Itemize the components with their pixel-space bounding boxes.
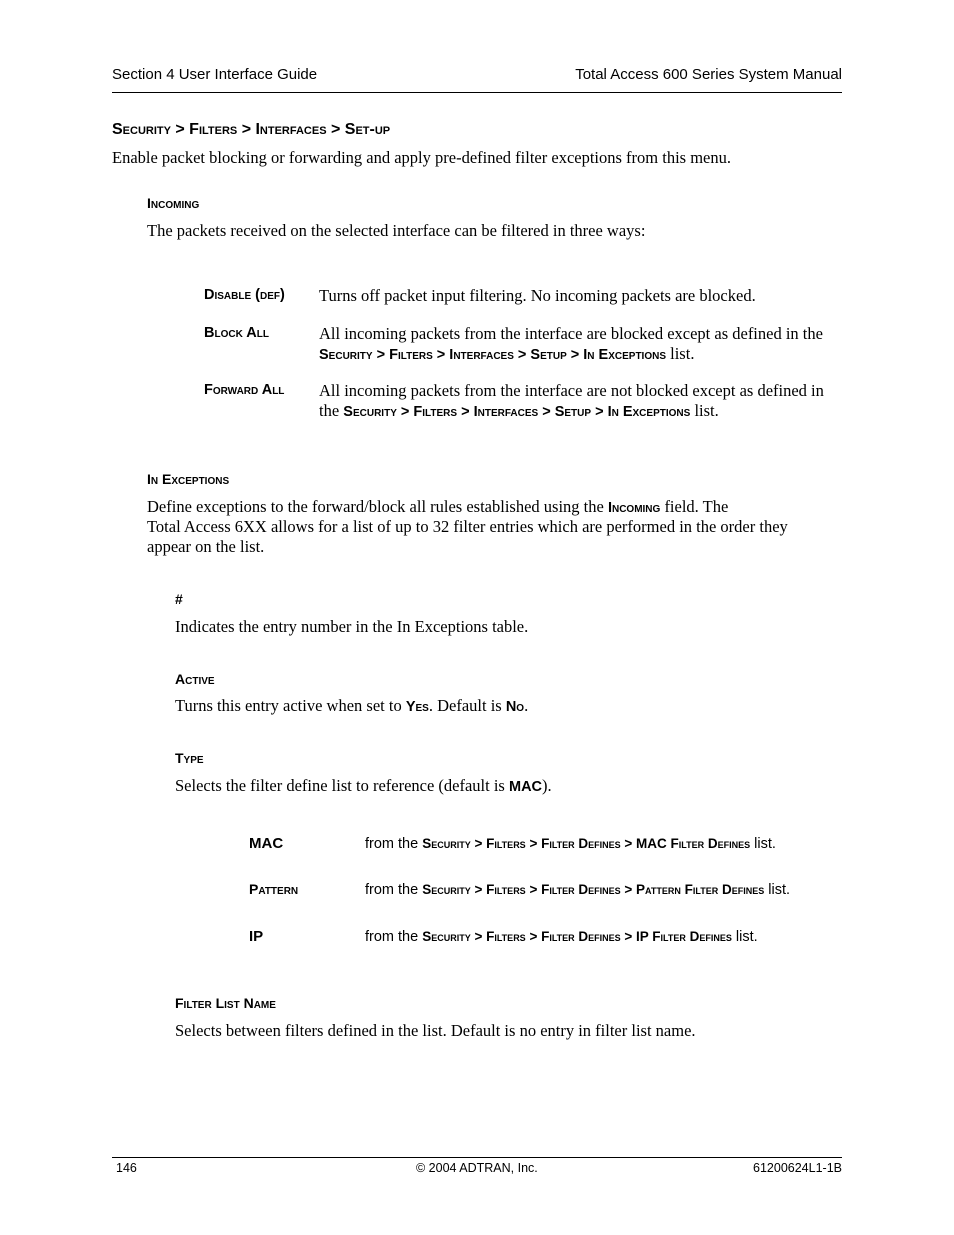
section-title: Security > Filters > Interfaces > Set-up	[112, 121, 391, 138]
option-label-disable: Disable (def)	[204, 287, 285, 303]
no-value: No	[505, 699, 525, 715]
option-desc-disable: Turns off packet input filtering. No incoming packets are blocked.	[319, 286, 756, 305]
type-desc-pattern: from the Security > Filters > Filter Defines > Pattern Filter Defines list.	[365, 882, 790, 898]
option-desc-forward-all: All incoming packets from the interface are not blocked except as defined in the Security > Filters > Interfaces > Setup > In Exceptions list.	[319, 381, 824, 420]
menu-path: Security > Filters > Interfaces > Setup > In Exceptions	[343, 404, 691, 420]
option-label-forward-all: Forward All	[204, 382, 285, 398]
header-manual-title: Total Access 600 Series System Manual	[575, 66, 842, 83]
header-section-label: Section 4 User Interface Guide	[112, 66, 318, 83]
header-rule	[112, 92, 842, 93]
in-exceptions-text-line1: Define exceptions to the forward/block all rules established using the Incoming field. The	[147, 497, 729, 516]
page-number: 146	[116, 1161, 137, 1175]
type-label-ip: IP	[249, 928, 264, 945]
document-number: 61200624L1-1B	[753, 1161, 842, 1175]
hash-heading: #	[175, 591, 183, 607]
mac-default: MAC	[508, 779, 543, 795]
active-text: Turns this entry active when set to Yes. Default is No.	[175, 696, 529, 715]
in-exceptions-text-line2: Total Access 6XX allows for a list of up to 32 filter entries which are performed in the order they appear on the list.	[147, 517, 788, 556]
hash-text: Indicates the entry number in the In Exceptions table.	[175, 617, 529, 636]
section-intro: Enable packet blocking or forwarding and apply pre-defined filter exceptions from this menu.	[112, 148, 731, 167]
active-heading: Active	[175, 671, 215, 687]
filter-list-name-heading: Filter List Name	[175, 995, 276, 1011]
option-label-block-all: Block All	[204, 325, 269, 341]
menu-path: Security > Filters > Interfaces > Setup > In Exceptions	[319, 347, 667, 363]
option-desc-block-all: All incoming packets from the interface are blocked except as defined in the Security > Filters > Interfaces > Setup > In Exceptions list.	[319, 324, 823, 363]
in-exceptions-heading: In Exceptions	[147, 471, 230, 487]
type-label-pattern: Pattern	[249, 881, 299, 897]
type-text: Selects the filter define list to reference (default is MAC).	[175, 776, 552, 795]
filter-list-name-text: Selects between filters defined in the list. Default is no entry in filter list name.	[175, 1021, 696, 1040]
incoming-heading: Incoming	[147, 195, 200, 211]
incoming-field-ref: Incoming	[607, 500, 661, 516]
type-desc-ip: from the Security > Filters > Filter Defines > IP Filter Defines list.	[365, 929, 758, 945]
footer-rule	[112, 1157, 842, 1158]
copyright: © 2004 ADTRAN, Inc.	[416, 1161, 538, 1175]
type-heading: Type	[175, 750, 204, 766]
type-desc-mac: from the Security > Filters > Filter Defines > MAC Filter Defines list.	[365, 836, 776, 852]
type-label-mac: MAC	[249, 835, 284, 852]
yes-value: Yes	[405, 699, 429, 715]
incoming-text: The packets received on the selected interface can be filtered in three ways:	[147, 221, 646, 240]
